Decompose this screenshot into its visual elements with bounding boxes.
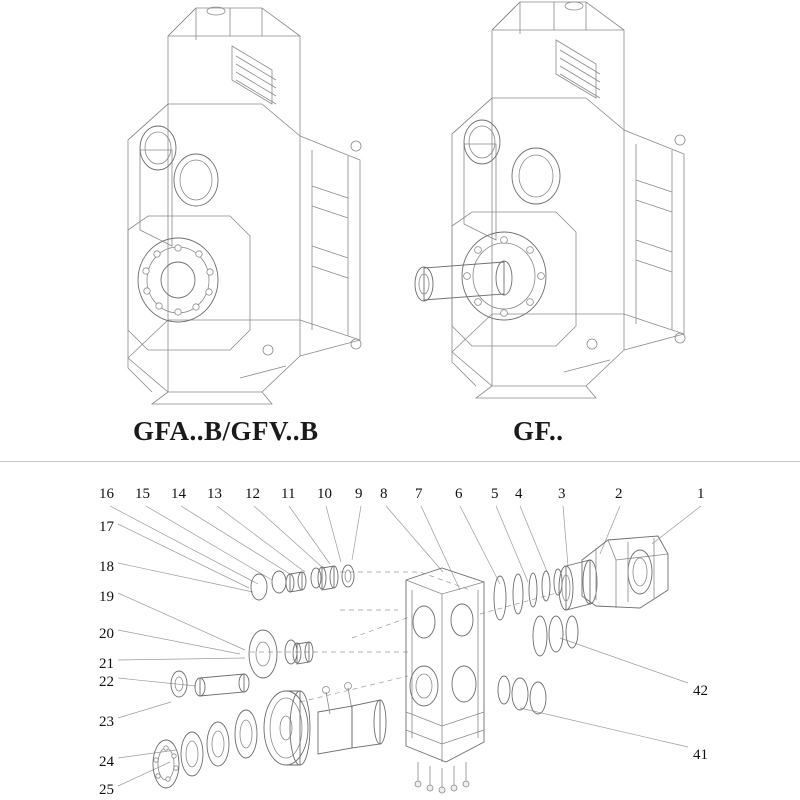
gearbox-line-drawing-right xyxy=(415,2,685,398)
lower-left-parts xyxy=(153,683,386,789)
exploded-view-panel xyxy=(0,462,800,800)
assembly-axis-guides xyxy=(250,572,560,702)
callout-8: 8 xyxy=(380,486,388,502)
callout-25: 25 xyxy=(99,782,114,798)
callout-4: 4 xyxy=(515,486,523,502)
housing-body xyxy=(406,568,484,793)
callout-15: 15 xyxy=(135,486,150,502)
mid-left-parts xyxy=(171,630,313,697)
callout-20: 20 xyxy=(99,626,114,642)
callout-14: 14 xyxy=(171,486,186,502)
leader-lines-top xyxy=(110,506,701,590)
callout-13: 13 xyxy=(207,486,222,502)
callout-22: 22 xyxy=(99,674,114,690)
callout-2: 2 xyxy=(615,486,623,502)
callout-12: 12 xyxy=(245,486,260,502)
callout-7: 7 xyxy=(415,486,423,502)
callout-23: 23 xyxy=(99,714,114,730)
callout-24: 24 xyxy=(99,754,114,770)
caption-gfa-b-gfv-b: GFA..B/GFV..B xyxy=(133,416,319,446)
gearbox-line-drawing-left xyxy=(128,7,361,404)
exploded-view-svg xyxy=(0,462,800,800)
callout-16: 16 xyxy=(99,486,114,502)
callout-10: 10 xyxy=(317,486,332,502)
callout-5: 5 xyxy=(491,486,499,502)
callout-19: 19 xyxy=(99,589,114,605)
callout-42: 42 xyxy=(693,683,708,699)
callout-21: 21 xyxy=(99,656,114,672)
callout-9: 9 xyxy=(355,486,363,502)
callout-17: 17 xyxy=(99,519,114,535)
callout-41: 41 xyxy=(693,747,708,763)
callout-6: 6 xyxy=(455,486,463,502)
callout-18: 18 xyxy=(99,559,114,575)
callout-11: 11 xyxy=(281,486,296,502)
callout-3: 3 xyxy=(558,486,566,502)
callout-1: 1 xyxy=(697,486,705,502)
leader-lines-left xyxy=(118,524,253,786)
caption-gf: GF.. xyxy=(513,416,564,446)
